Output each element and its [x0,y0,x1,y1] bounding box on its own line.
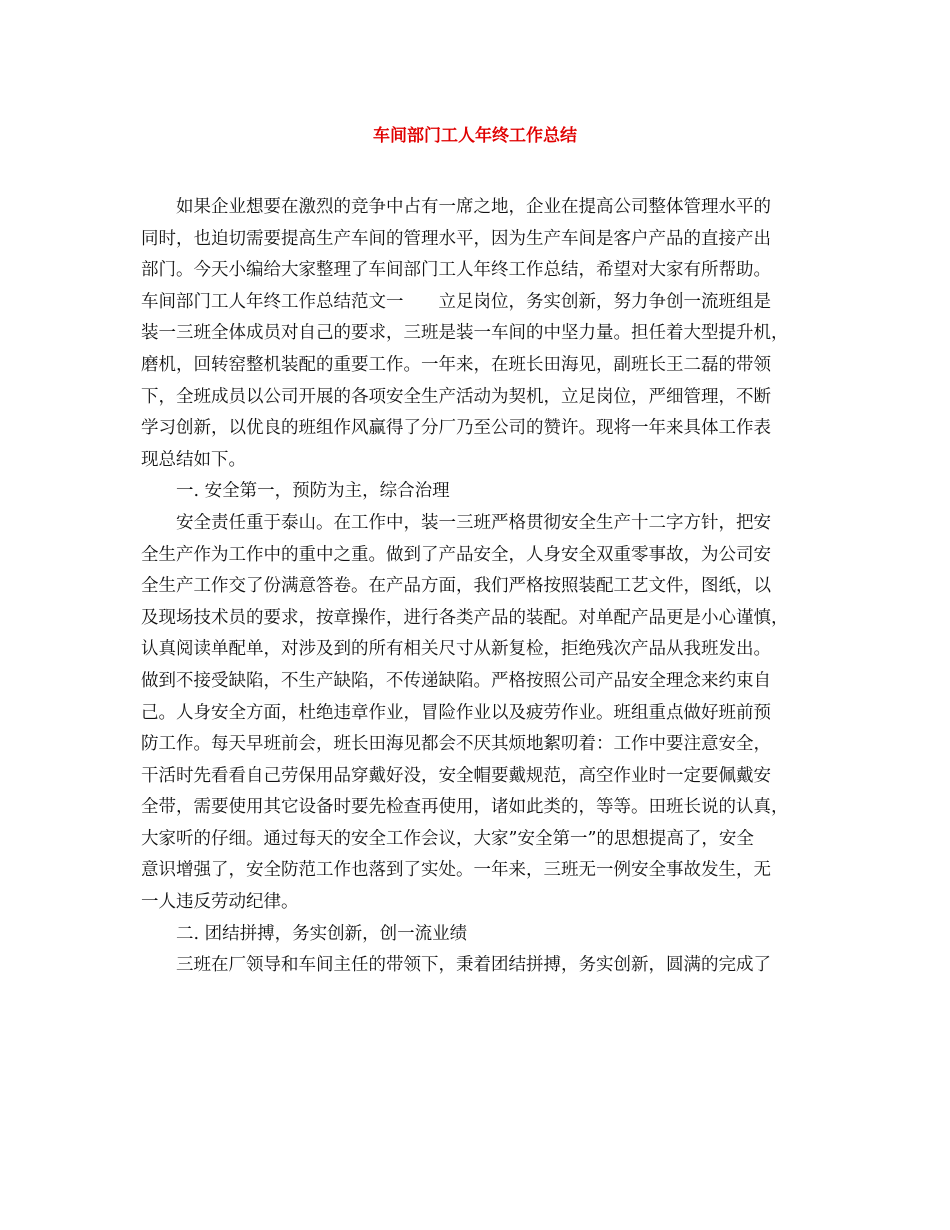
paragraph-line: 防工作。每天早班前会，班长田海见都会不厌其烦地絮叨着：工作中要注意安全， [141,734,771,755]
paragraph-line: 安全责任重于泰山。在工作中，装一三班严格贯彻安全生产十二字方针，把安 [176,512,771,533]
paragraph-line: 己。人身安全方面，杜绝违章作业，冒险作业以及疲劳作业。班组重点做好班前预 [141,702,771,723]
paragraph-line: 一人违反劳动纪律。 [141,892,299,913]
paragraph-line: 下，全班成员以公司开展的各项安全生产活动为契机，立足岗位，严细管理，不断 [141,386,771,407]
paragraph-line: 及现场技术员的要求，按章操作，进行各类产品的装配。对单配产品更是小心谨慎， [141,607,789,628]
document-title: 车间部门工人年终工作总结 [373,126,577,146]
paragraph-line: 如果企业想要在激烈的竞争中占有一席之地，企业在提高公司整体管理水平的 [176,197,771,217]
paragraph-line: 做到不接受缺陷，不生产缺陷，不传递缺陷。严格按照公司产品安全理念来约束自 [141,670,771,691]
paragraph-line: 干活时先看看自己劳保用品穿戴好没，安全帽要戴规范，高空作业时一定要佩戴安 [141,765,771,786]
document-body [141,192,821,982]
paragraph-line: 全生产作为工作中的重中之重。做到了产品安全，人身安全双重零事故，为公司安 [141,544,771,565]
paragraph-line: 学习创新，以优良的班组作风赢得了分厂乃至公司的赞许。现将一年来具体工作表 [141,418,771,439]
paragraph-line: 三班在厂领导和车间主任的带领下，秉着团结拼搏，务实创新，圆满的完成了 [176,955,771,976]
section-heading: 二. 团结拼搏，务实创新，创一流业绩 [176,923,468,944]
paragraph-line: 磨机，回转窑整机装配的重要工作。一年来，在班长田海见，副班长王二磊的带领 [141,354,771,375]
section-heading: 一. 安全第一，预防为主，综合治理 [176,481,450,502]
paragraph-line: 全生产工作交了份满意答卷。在产品方面，我们严格按照装配工艺文件，图纸，以 [141,576,771,597]
paragraph-line: 车间部门工人年终工作总结范文一 立足岗位，务实创新，努力争创一流班组是 [141,291,771,312]
paragraph-line: 全带，需要使用其它设备时要先检查再使用，诸如此类的，等等。田班长说的认真， [141,797,789,818]
paragraph-line: 意识增强了，安全防范工作也落到了实处。一年来，三班无一例安全事故发生，无 [141,860,771,881]
paragraph-line: 同时，也迫切需要提高生产车间的管理水平，因为生产车间是客户产品的直接产出 [141,228,771,249]
paragraph-line: 部门。今天小编给大家整理了车间部门工人年终工作总结，希望对大家有所帮助。 [141,260,771,281]
paragraph-line: 现总结如下。 [141,449,246,470]
paragraph-line: 大家听的仔细。通过每天的安全工作会议，大家”安全第一”的思想提高了，安全 [141,828,754,849]
paragraph-line: 装一三班全体成员对自己的要求，三班是装一车间的中坚力量。担任着大型提升机， [141,323,789,344]
paragraph-line: 认真阅读单配单，对涉及到的所有相关尺寸从新复检，拒绝残次产品从我班发出。 [141,639,771,660]
